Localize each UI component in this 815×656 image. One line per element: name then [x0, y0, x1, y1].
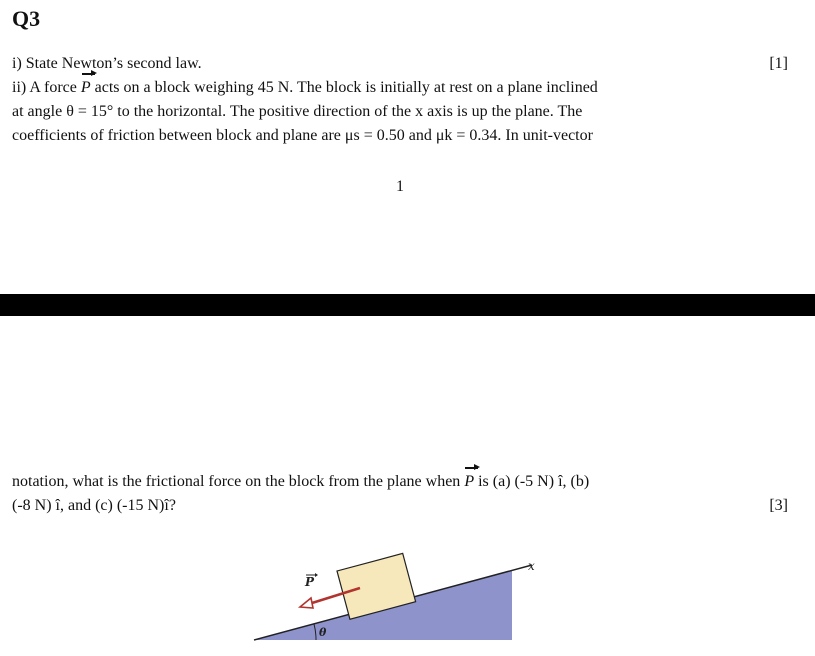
part-ii-line-3: coefficients of friction between block and plane are μs = 0.50 and μk = 0.34. In unit-vector — [12, 127, 593, 144]
vector-p-symbol: P — [81, 76, 91, 100]
part-ii-line-1-start: ii) A force — [12, 79, 81, 96]
part-ii-line-5: (-8 N) î, and (c) (-15 N)î? — [12, 497, 176, 514]
part-i-marks: [1] — [769, 55, 788, 72]
incline-figure — [250, 548, 550, 648]
page-number: 1 — [396, 178, 404, 195]
part-ii-line-4-end: is (a) (-5 N) î, (b) — [474, 473, 590, 490]
part-ii-line-1-end: acts on a block weighing 45 N. The block is initially at rest on a plane inclined — [90, 79, 598, 96]
force-arrowhead — [300, 598, 313, 608]
force-label-arrowhead — [315, 573, 318, 577]
part-i-text: i) State Newton’s second law. — [12, 55, 202, 72]
force-label: P — [305, 575, 315, 589]
page-break-bar — [0, 294, 815, 316]
question-heading: Q3 — [12, 6, 41, 31]
part-ii-line-4-start: notation, what is the frictional force on the block from the plane when — [12, 473, 465, 490]
angle-label: θ — [319, 626, 327, 639]
part-ii-marks: [3] — [769, 497, 788, 514]
x-axis-label: x — [528, 559, 535, 573]
part-ii-line-4 — [12, 470, 790, 494]
vector-p-symbol-2: P — [464, 470, 474, 494]
part-ii-line-2: at angle θ = 15° to the horizontal. The positive direction of the x axis is up the plane. The — [12, 103, 583, 120]
part-ii-line-1 — [12, 76, 790, 100]
part-i-line — [12, 52, 790, 76]
